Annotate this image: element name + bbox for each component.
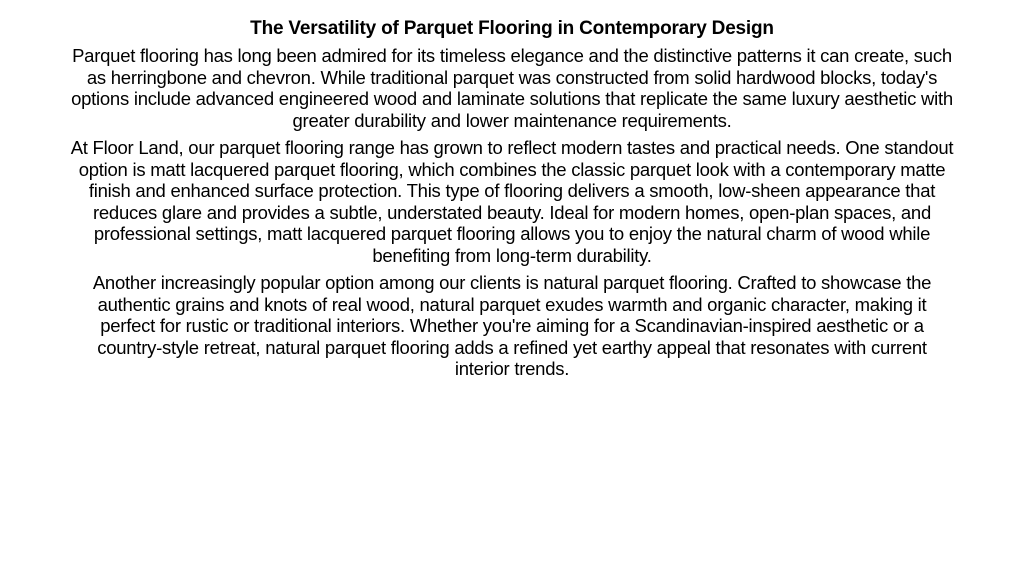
paragraph-matt-lacquered: At Floor Land, our parquet flooring range has grown to reflect modern tastes and practical needs. One standout option is matt lacquered parquet flooring, which combines the classic parquet look with a contemporary matte finish and enhanced surface protection. This type of flooring delivers a smooth, low-sheen appearance that reduces glare and provides a subtle, understated beauty. Ideal for modern homes, open-plan spaces, and professional settings, matt lacquered parquet flooring allows you to enjoy the natural charm of wood while benefiting from long-term durability. bbox=[70, 137, 954, 266]
paragraph-natural-parquet: Another increasingly popular option among our clients is natural parquet flooring. Crafted to showcase the authentic grains and knots of real wood, natural parquet exudes warmth and organic character, making it perfect for rustic or traditional interiors. Whether you're aiming for a Scandinavian-inspired aesthetic or a country-style retreat, natural parquet flooring adds a refined yet earthy appeal that resonates with current interior trends. bbox=[92, 272, 932, 379]
document-title: The Versatility of Parquet Flooring in Contemporary Design bbox=[250, 18, 774, 39]
paragraph-intro: Parquet flooring has long been admired for its timeless elegance and the distinctive patterns it can create, such as herringbone and chevron. While traditional parquet was constructed from solid hardwood blocks, today's options include advanced engineered wood and laminate solutions that replicate the same luxury aesthetic with greater durability and lower maintenance requirements. bbox=[71, 45, 953, 131]
